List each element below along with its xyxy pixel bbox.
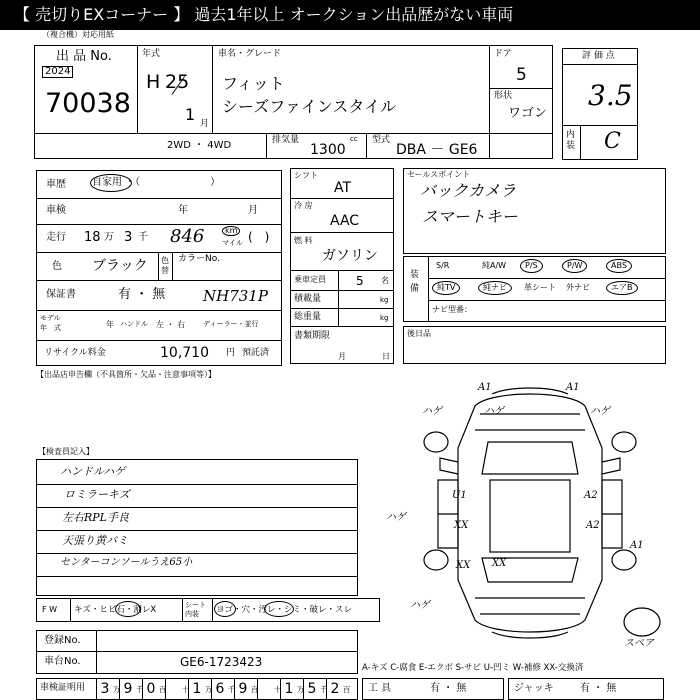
registry-label: 書類期限 [294, 331, 331, 341]
score-value: 3.5 [588, 79, 633, 112]
inspector-note-3: 左右RPL手良 [62, 511, 129, 524]
recycle-unit: 円 [226, 348, 236, 358]
color-value: ブラック [92, 258, 148, 274]
doors-label: ドア [494, 49, 512, 59]
model-grade: シーズファインスタイル [222, 97, 397, 116]
modelyear-label2: 年 式 [40, 324, 61, 332]
equipment-item: P/S [520, 259, 543, 273]
fw-circle [115, 601, 141, 617]
damage-mark: XX [492, 558, 507, 569]
navi-label: ナビ型番： [432, 305, 472, 314]
cert-digit: 9 [123, 681, 133, 697]
mileage-handwritten: 846 [170, 226, 205, 247]
chassis-label: 車台No. [44, 656, 81, 667]
mileage-man: 18 [84, 230, 101, 245]
inspector-note-2: ロミラーキズ [64, 488, 130, 501]
displacement-label: 排気量 [272, 135, 300, 145]
inspector-note-1: ハンドルハゲ [60, 465, 126, 478]
cert-digit: 3 [100, 681, 110, 697]
tools-value: 有 ・ 無 [430, 683, 467, 694]
inspector-note-5: センターコンソールうえ65小 [60, 557, 193, 568]
interior-value: C [604, 129, 621, 154]
notes-label: 後日品 [407, 329, 431, 338]
cert-digit: 9 [238, 681, 248, 697]
shape-label: 形状 [494, 91, 513, 101]
year-label: 年式 [142, 49, 161, 59]
sheet-note: （複合機）対応用紙 [42, 30, 114, 39]
damage-mark: A2 [584, 490, 598, 501]
damage-mark: A1 [630, 540, 644, 551]
fw-options: キズ・ヒビ石・割レX [74, 605, 157, 615]
mileage-man-unit: 万 [104, 232, 114, 243]
chassis-value: GE6-1723423 [180, 655, 263, 669]
damage-mark: ハゲ [590, 406, 610, 417]
displacement-unit: cc [350, 135, 358, 143]
mileage-paren: ( ) [248, 230, 270, 244]
capacity-label: 乗車定員 [294, 275, 326, 284]
year-value: 25 [165, 71, 190, 93]
damage-mark: U1 [452, 490, 467, 501]
warranty-value: 有 ・ 無 [118, 287, 166, 302]
gross-unit: kg [380, 314, 389, 322]
damage-mark: ハゲ [422, 406, 442, 417]
ac-value: AAC [330, 213, 360, 229]
shape-value: ワゴン [508, 106, 548, 121]
cert-digit: 1 [192, 681, 202, 697]
mileage-sen-unit: 千 [138, 232, 148, 243]
score-label: 評 価 点 [582, 51, 615, 61]
model-name: フィット [222, 74, 285, 93]
shift-label: シフト [294, 171, 318, 180]
equipment-item: P/W [562, 259, 587, 273]
damage-mark: A2 [586, 520, 600, 531]
equipment-item: 純ナビ [478, 281, 512, 295]
vehicle-info-block [36, 170, 282, 366]
handle-label: ハンドル [120, 320, 148, 328]
equipment-item: 純A/W [482, 261, 507, 270]
capacity-value: 5 [356, 274, 364, 288]
cert-digit: 1 [284, 681, 294, 697]
gross-label: 総重量 [294, 312, 322, 322]
cert-digit: 5 [307, 681, 317, 697]
cert-sep-label: 百 [159, 685, 167, 694]
tools-label: 工 具 [368, 683, 392, 694]
modelyear-year: 年 [106, 320, 114, 329]
history-label: 車歴 [46, 179, 66, 190]
damage-mark: XX [456, 560, 471, 571]
cert-sep-label: 十 [182, 685, 190, 694]
equipment-item: S/R [436, 261, 450, 270]
equipment-item: エアB [606, 281, 638, 295]
cert-sep-label: 万 [205, 685, 213, 694]
lot-year-badge: 2024 [42, 66, 73, 78]
doors-value: 5 [516, 65, 527, 85]
inspector-note-4: 天張り黄バミ [62, 534, 128, 547]
jack-value: 有 ・ 無 [580, 683, 617, 694]
cert-sep-label: 百 [343, 685, 351, 694]
ac-label: 冷 房 [294, 201, 313, 210]
cert-sep-label: 千 [136, 685, 144, 694]
capacity-unit: 名 [381, 276, 389, 285]
warranty-label: 保証書 [46, 289, 76, 300]
load-unit: kg [380, 296, 389, 304]
equipment-item: 革シート [524, 283, 556, 292]
cert-sep-label: 万 [297, 685, 305, 694]
shift-value: AT [334, 180, 352, 196]
car-diagram [380, 370, 680, 660]
damage-mark: ハゲ [484, 406, 504, 417]
recycle-status: 預託済 [242, 348, 270, 358]
registry-unit: 月 [338, 352, 346, 361]
sales-point-line1: バックカメラ [420, 181, 517, 200]
history-options: 自家用 ・（ ） [92, 177, 221, 188]
seat-options: ヨゴ・穴・汚レ・シミ・破レ・スレ [216, 605, 353, 615]
sales-point-label: セールスポイント [407, 170, 471, 179]
damage-mark: ハゲ [386, 512, 406, 523]
reg-no-label: 登録No. [44, 635, 81, 646]
handle-value: 左 ・ 右 [156, 320, 186, 329]
load-label: 積載量 [294, 294, 322, 304]
modelcode-value: DBA － GE6 [396, 142, 478, 158]
cert-sep-label: 千 [320, 685, 328, 694]
sales-point-line2: スマートキー [422, 207, 518, 226]
lot-label: 出 品 No. [56, 49, 112, 64]
displacement-value: 1300 [310, 142, 346, 158]
equipment-label: 装備 [410, 270, 420, 294]
notes-block [403, 326, 666, 364]
dealer-value: ディーラー・並行 [203, 320, 259, 328]
damage-mark: ハゲ [410, 600, 430, 611]
damage-legend: A-キズ C-腐食 E-エクボ S-サビ U-凹ミ W-補修 XX-交換済 [362, 663, 584, 673]
mileage-unit-mile: マイル [222, 239, 243, 247]
mileage-label: 走行 [46, 232, 66, 243]
cert-sep-label: 十 [274, 685, 282, 694]
year-era: H [146, 71, 161, 93]
seat-label: シート内装 [185, 601, 206, 618]
fw-label: F W [42, 605, 58, 614]
seat-circle-1 [214, 601, 236, 617]
equipment-item: ABS [606, 259, 632, 273]
inspection-month-unit: 月 [248, 205, 258, 216]
recycle-label: リサイクル料金 [44, 348, 106, 358]
mileage-unit-km: km [222, 226, 240, 236]
drive-value: 2WD ・ 4WD [167, 140, 232, 151]
cert-sep-label: 千 [228, 685, 236, 694]
model-label: 車名・グレード [218, 49, 282, 59]
damage-mark: A1 [566, 382, 580, 393]
color-label: 色 [52, 261, 62, 272]
color-code: NH731P [203, 287, 268, 305]
fuel-label: 燃 料 [294, 236, 313, 245]
interior-label: 内装 [566, 130, 576, 151]
inspection-label: 車検 [46, 205, 66, 216]
cert-label: 車検証明用 [40, 683, 86, 693]
equipment-item: 純TV [432, 281, 460, 295]
cert-digit: 2 [330, 681, 340, 697]
mileage-sen: 3 [124, 230, 133, 245]
history-circle [90, 174, 132, 192]
registry-unit2: 日 [382, 352, 390, 361]
lot-number: 70038 [45, 88, 131, 119]
damage-mark: スペア [624, 638, 654, 649]
fuel-value: ガソリン [322, 248, 378, 264]
cert-digit: 0 [146, 681, 156, 697]
modelcode-label: 型式 [372, 135, 391, 145]
inspection-year-unit: 年 [178, 205, 188, 216]
year-month-unit: 月 [200, 119, 210, 129]
inspector-section: 【検査員記入】 [38, 447, 94, 456]
jack-label: ジャッキ [514, 683, 554, 694]
cert-sep-label: 万 [113, 685, 121, 694]
banner: 【 売切りEXコーナー 】 過去1年以上 オークション出品歴がない車両 [0, 0, 700, 30]
cert-digit: 6 [215, 681, 225, 697]
damage-mark: XX [454, 520, 469, 531]
damage-mark: A1 [478, 382, 492, 393]
recycle-amount: 10,710 [160, 345, 209, 361]
year-month: 1 [185, 105, 196, 124]
seller-section: 【出品店申告欄（不具箇所・欠品・注意事項等）】 [36, 370, 216, 379]
equipment-item: 外ナビ [566, 283, 590, 292]
seat-circle-2 [264, 601, 294, 617]
color-change-label: 色替 [161, 256, 169, 275]
cert-sep-label: 百 [251, 685, 259, 694]
modelyear-label1: モデル [40, 314, 61, 322]
color-code-label: カラーNo. [178, 254, 220, 264]
